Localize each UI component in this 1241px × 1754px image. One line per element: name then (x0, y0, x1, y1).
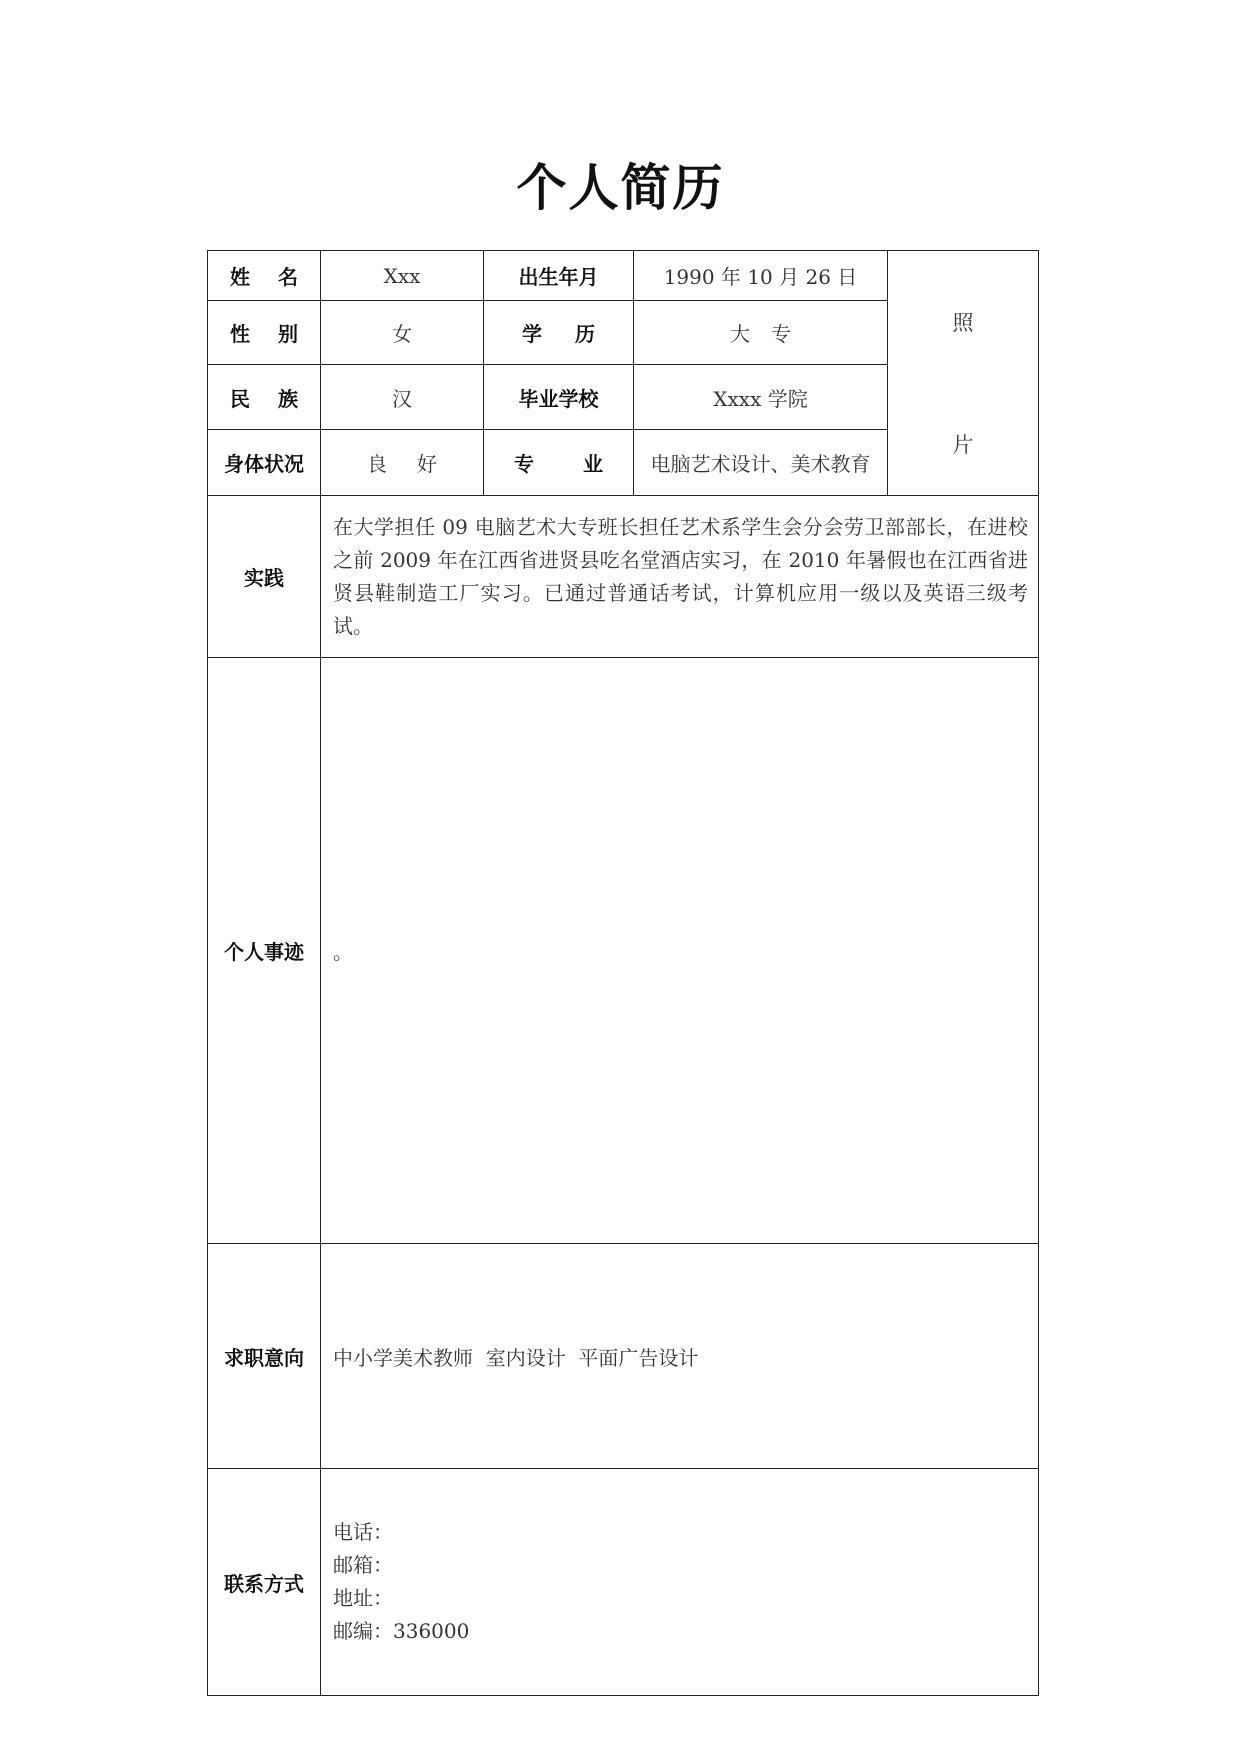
major-label: 专业 (484, 430, 634, 496)
contact-label: 联系方式 (208, 1469, 321, 1696)
contact-address: 地址： (333, 1586, 393, 1610)
ethnicity-value: 汉 (321, 365, 484, 430)
name-label: 姓名 (208, 251, 321, 301)
job-intent-text: 中小学美术教师 室内设计 平面广告设计 (321, 1244, 1039, 1469)
health-label: 身体状况 (208, 430, 321, 496)
job-intent-label: 求职意向 (208, 1244, 321, 1469)
education-label: 学历 (484, 301, 634, 365)
school-label: 毕业学校 (484, 365, 634, 430)
row-contact (208, 1469, 1039, 1696)
resume-table (207, 250, 1039, 1696)
ethnicity-label: 民族 (208, 365, 321, 430)
row-job-intent (208, 1244, 1039, 1469)
page-title: 个人简历 (516, 159, 725, 217)
birth-label: 出生年月 (484, 251, 634, 301)
practice-text: 在大学担任 09 电脑艺术大专班长担任艺术系学生会分会劳卫部部长，在进校之前 2009 年在江西省进贤县吃名堂酒店实习，在 2010 年暑假也在江西省进贤县鞋制造工厂实习。已通过普通话考试，计算机应用一级以及英语三级考试。 (321, 496, 1039, 658)
major-value: 电脑艺术设计、美术教育 (634, 430, 888, 496)
contact-postcode: 邮编：336000 (333, 1619, 470, 1643)
achievements-text: 。 (321, 658, 1039, 1244)
contact-email: 邮箱： (333, 1553, 393, 1577)
row-name (208, 251, 1039, 301)
contact-phone: 电话： (333, 1520, 393, 1544)
education-value: 大专 (634, 301, 888, 365)
photo-bottom-char: 片 (952, 433, 974, 457)
contact-block (321, 1469, 1039, 1696)
practice-label: 实践 (208, 496, 321, 658)
health-value: 良好 (321, 430, 484, 496)
name-value: Xxx (321, 251, 484, 301)
photo-top-char: 照 (952, 311, 974, 335)
row-practice (208, 496, 1039, 658)
gender-value: 女 (321, 301, 484, 365)
birth-value: 1990 年 10 月 26 日 (634, 251, 888, 301)
school-value: Xxxx 学院 (634, 365, 888, 430)
achievements-label: 个人事迹 (208, 658, 321, 1244)
photo-placeholder (888, 251, 1039, 496)
row-achievements (208, 658, 1039, 1244)
gender-label: 性别 (208, 301, 321, 365)
